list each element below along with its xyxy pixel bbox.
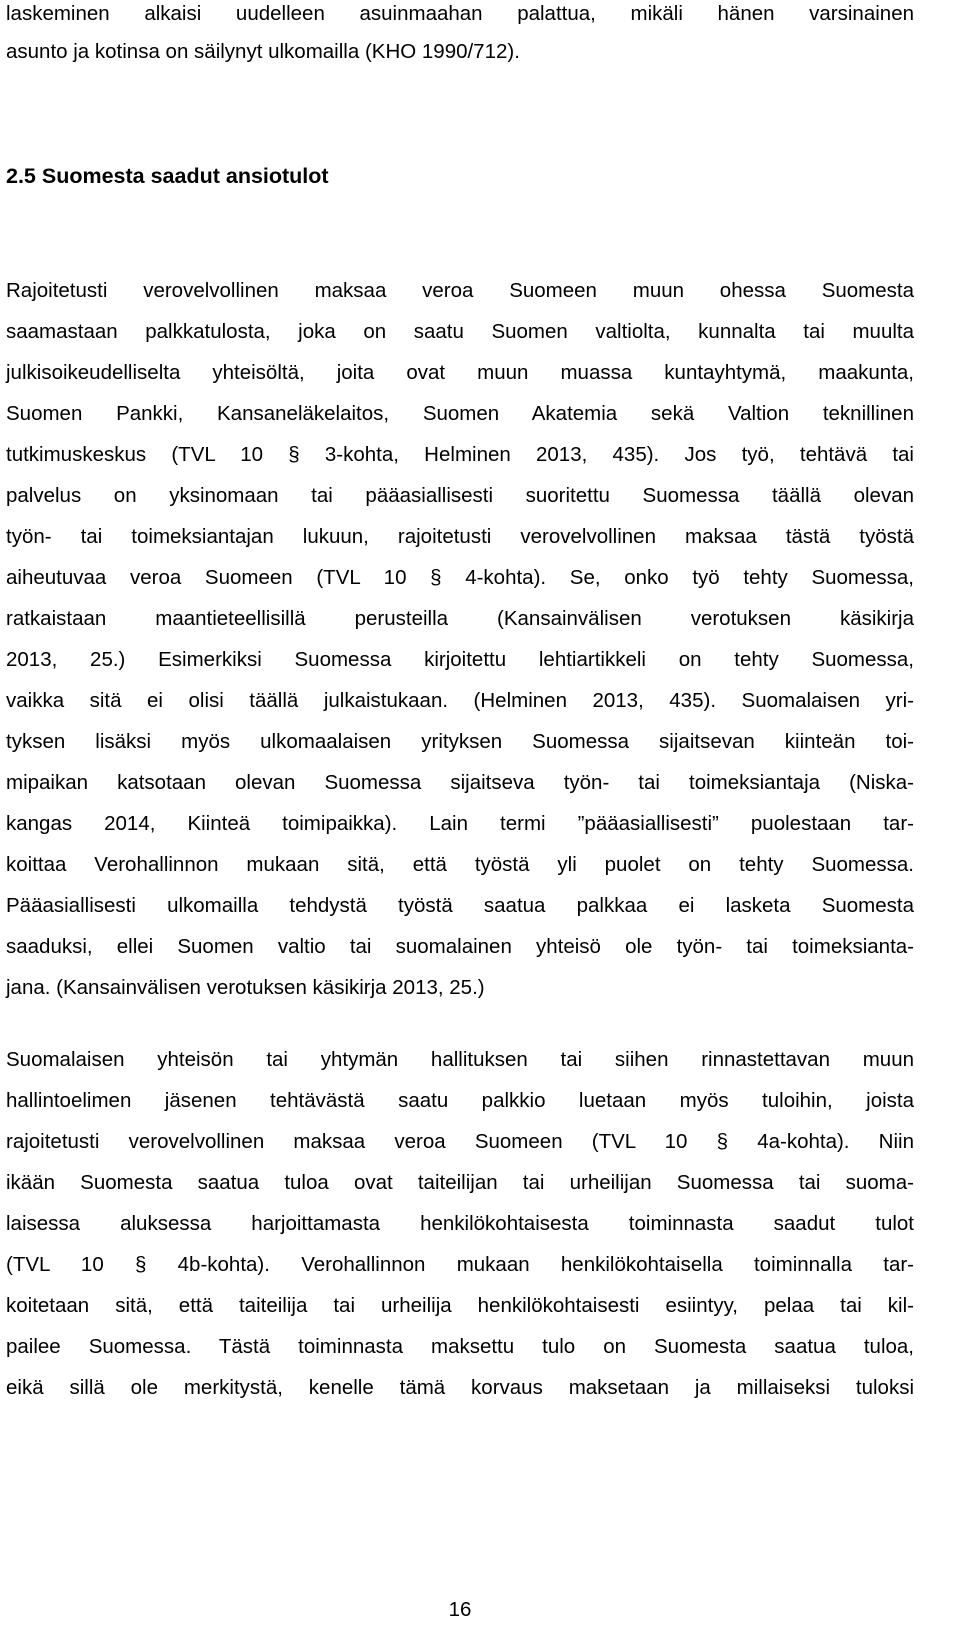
text-line: työn- tai toimeksiantajan lukuun, rajoitetusti verovelvollinen maksaa tästä työstä — [6, 525, 914, 548]
text-line: koittaa Verohallinnon mukaan sitä, että työstä yli puolet on tehty Suomessa. — [6, 853, 914, 876]
text-line: tyksen lisäksi myös ulkomaalaisen yrityksen Suomessa sijaitsevan kiinteän toi- — [6, 730, 914, 753]
text-line: laisessa aluksessa harjoittamasta henkilökohtaisesta toiminnasta saadut tulot — [6, 1212, 914, 1235]
text-line: Suomalaisen yhteisön tai yhtymän hallituksen tai siihen rinnastettavan muun — [6, 1048, 914, 1071]
section-heading: 2.5 Suomesta saadut ansiotulot — [6, 164, 329, 188]
text-line: jana. (Kansainvälisen verotuksen käsikirja 2013, 25.) — [6, 976, 485, 999]
page-number: 16 — [448, 1598, 472, 1621]
text-line: eikä sillä ole merkitystä, kenelle tämä korvaus maksetaan ja millaiseksi tuloksi — [6, 1376, 914, 1399]
text-line: aiheutuvaa veroa Suomeen (TVL 10 § 4-kohta). Se, onko työ tehty Suomessa, — [6, 566, 914, 589]
text-line: Suomen Pankki, Kansaneläkelaitos, Suomen Akatemia sekä Valtion teknillinen — [6, 402, 914, 425]
text-line: pailee Suomessa. Tästä toiminnasta maksettu tulo on Suomesta saatua tuloa, — [6, 1335, 914, 1358]
text-line: hallintoelimen jäsenen tehtävästä saatu palkkio luetaan myös tuloihin, joista — [6, 1089, 914, 1112]
text-line: ratkaistaan maantieteellisillä perusteilla (Kansainvälisen verotuksen käsikirja — [6, 607, 914, 630]
text-line: Rajoitetusti verovelvollinen maksaa veroa Suomeen muun ohessa Suomesta — [6, 279, 914, 302]
text-line: vaikka sitä ei olisi täällä julkaistukaan. (Helminen 2013, 435). Suomalaisen yri- — [6, 689, 914, 712]
text-line: koitetaan sitä, että taiteilija tai urheilija henkilökohtaisesti esiintyy, pelaa tai kil- — [6, 1294, 914, 1317]
text-line: mipaikan katsotaan olevan Suomessa sijaitseva työn- tai toimeksiantaja (Niska- — [6, 771, 914, 794]
text-line: julkisoikeudelliselta yhteisöltä, joita ovat muun muassa kuntayhtymä, maakunta, — [6, 361, 914, 384]
text-line: 2013, 25.) Esimerkiksi Suomessa kirjoitettu lehtiartikkeli on tehty Suomessa, — [6, 648, 914, 671]
text-line: kangas 2014, Kiinteä toimipaikka). Lain termi ”pääasiallisesti” puolestaan tar- — [6, 812, 914, 835]
text-line: (TVL 10 § 4b-kohta). Verohallinnon mukaan henkilökohtaisella toiminnalla tar- — [6, 1253, 914, 1276]
text-line: laskeminen alkaisi uudelleen asuinmaahan palattua, mikäli hänen varsinainen — [6, 2, 914, 25]
text-line: rajoitetusti verovelvollinen maksaa veroa Suomeen (TVL 10 § 4a-kohta). Niin — [6, 1130, 914, 1153]
text-line: ikään Suomesta saatua tuloa ovat taiteilijan tai urheilijan Suomessa tai suoma- — [6, 1171, 914, 1194]
text-line: Pääasiallisesti ulkomailla tehdystä työstä saatua palkkaa ei lasketa Suomesta — [6, 894, 914, 917]
text-line: saamastaan palkkatulosta, joka on saatu Suomen valtiolta, kunnalta tai muulta — [6, 320, 914, 343]
text-line: palvelus on yksinomaan tai pääasiallisesti suoritettu Suomessa täällä olevan — [6, 484, 914, 507]
text-line: asunto ja kotinsa on säilynyt ulkomailla (KHO 1990/712). — [6, 40, 520, 63]
text-line: tutkimuskeskus (TVL 10 § 3-kohta, Helminen 2013, 435). Jos työ, tehtävä tai — [6, 443, 914, 466]
text-line: saaduksi, ellei Suomen valtio tai suomalainen yhteisö ole työn- tai toimeksianta- — [6, 935, 914, 958]
